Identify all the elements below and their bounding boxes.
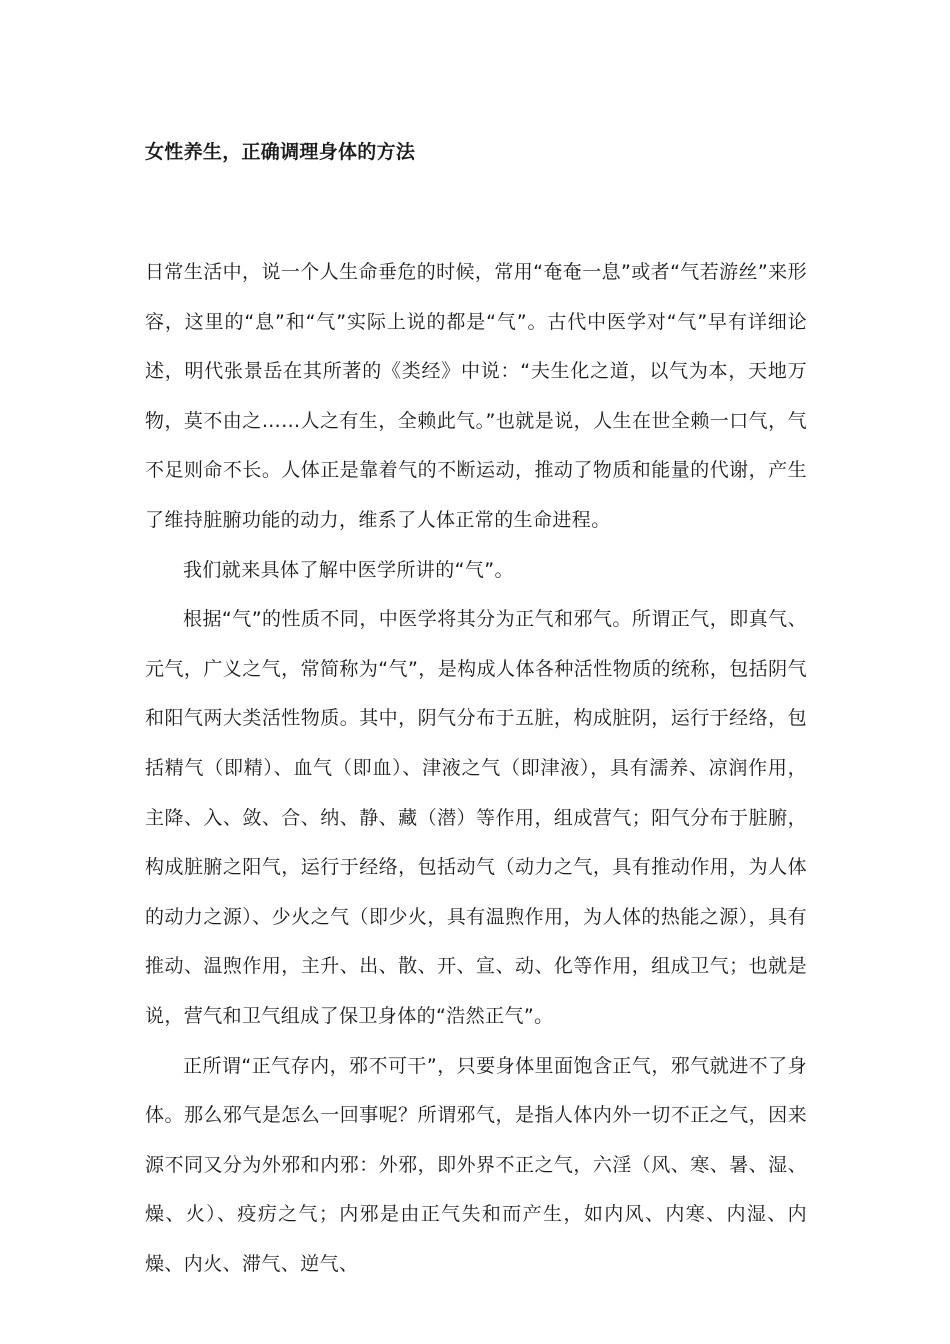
paragraph-4: 正所谓“正气存内，邪不可干”，只要身体里面饱含正气，邪气就进不了身体。那么邪气是怎么一回事呢？所谓邪气，是指人体内外一切不正之气，因来源不同又分为外邪和内邪：外邪，即外界不正之气，六淫（风、寒、暑、湿、燥、火）、疫疠之气；内邪是由正气失和而产生，如内风、内寒、内湿、内燥、内火、滞气、逆气、 xyxy=(145,1054,807,1275)
document-title: 女性养生，正确调理身体的方法 xyxy=(145,141,416,163)
document-body xyxy=(145,248,807,1289)
paragraph-2: 我们就来具体了解中医学所讲的“气”。 xyxy=(183,558,514,581)
paragraph-3: 根据“气”的性质不同，中医学将其分为正气和邪气。所谓正气，即真气、元气，广义之气，常简称为“气”，是构成人体各种活性物质的统称，包括阴气和阳气两大类活性物质。其中，阴气分布于五脏，构成脏阴，运行于经络，包括精气（即精）、血气（即血）、津液之气（即津液），具有濡养、凉润作用，主降、入、敛、合、纳、静、藏（潜）等作用，组成营气；阳气分布于脏腑，构成脏腑之阳气，运行于经络，包括动气（动力之气，具有推动作用，为人体的动力之源）、少火之气（即少火，具有温煦作用，为人体的热能之源），具有推动、温煦作用，主升、出、散、开、宣、动、化等作用，组成卫气；也就是说，营气和卫气组成了保卫身体的“浩然正气”。 xyxy=(145,608,807,1027)
paragraph-1: 日常生活中，说一个人生命垂危的时候，常用“奄奄一息”或者“气若游丝”来形容，这里的“息”和“气”实际上说的都是“气”。古代中医学对“气”早有详细论述，明代张景岳在其所著的《类经》中说：“夫生化之道，以气为本，天地万物，莫不由之……人之有生，全赖此气。”也就是说，人生在世全赖一口气，气不足则命不长。人体正是靠着气的不断运动，推动了物质和能量的代谢，产生了维持脏腑功能的动力，维系了人体正常的生命进程。 xyxy=(145,261,807,531)
